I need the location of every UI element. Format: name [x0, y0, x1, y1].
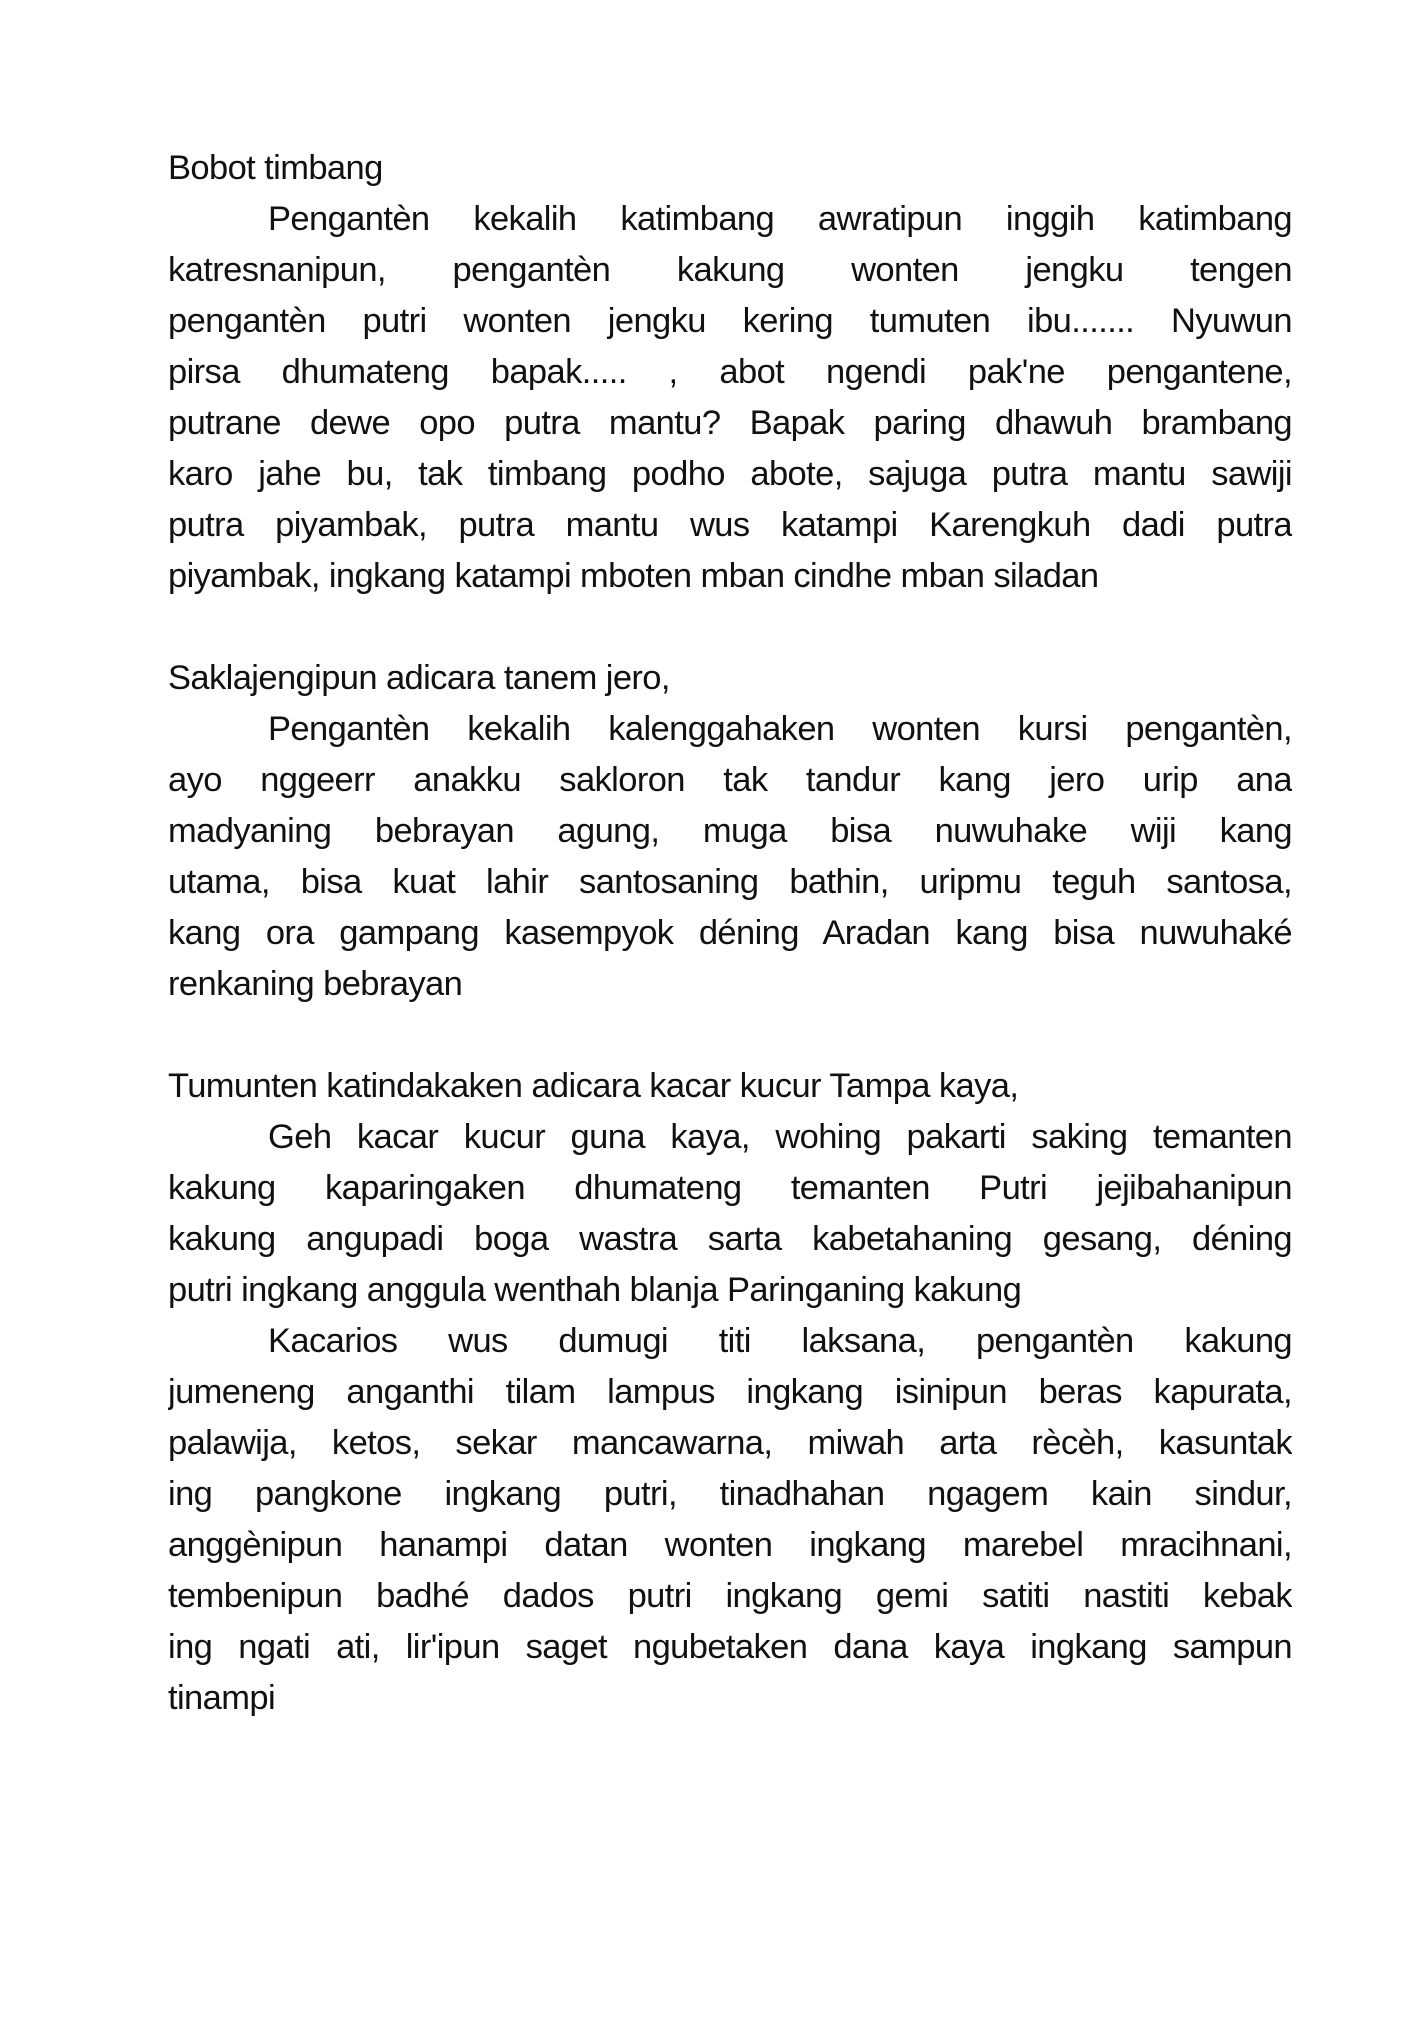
text-line: Geh kacar kucur guna kaya, wohing pakarti saking temanten	[268, 1118, 1292, 1156]
text-line: pengantèn putri wonten jengku kering tumuten ibu....... Nyuwun	[168, 302, 1292, 340]
text-line: kakung angupadi boga wastra sarta kabetahaning gesang, déning	[168, 1220, 1292, 1258]
text-line: jumeneng anganthi tilam lampus ingkang isinipun beras kapurata,	[168, 1373, 1292, 1411]
section-heading: Bobot timbang	[168, 149, 383, 187]
paragraph-gap	[168, 1010, 1292, 1061]
section-heading: Tumunten katindakaken adicara kacar kucur Tampa kaya,	[168, 1067, 1019, 1105]
text-line: palawija, ketos, sekar mancawarna, miwah arta rècèh, kasuntak	[168, 1424, 1292, 1462]
section-heading: Saklajengipun adicara tanem jero,	[168, 659, 670, 697]
text-line: putra piyambak, putra mantu wus katampi Karengkuh dadi putra	[168, 506, 1292, 544]
paragraph-gap	[168, 602, 1292, 653]
text-line: utama, bisa kuat lahir santosaning bathin, uripmu teguh santosa,	[168, 863, 1292, 901]
text-line: ing pangkone ingkang putri, tinadhahan ngagem kain sindur,	[168, 1475, 1292, 1513]
text-line: katresnanipun, pengantèn kakung wonten jengku tengen	[168, 251, 1292, 289]
text-line: kakung kaparingaken dhumateng temanten Putri jejibahanipun	[168, 1169, 1292, 1207]
text-line: karo jahe bu, tak timbang podho abote, sajuga putra mantu sawiji	[168, 455, 1292, 493]
text-line: Pengantèn kekalih kalenggahaken wonten kursi pengantèn,	[268, 710, 1292, 748]
text-line: madyaning bebrayan agung, muga bisa nuwuhake wiji kang	[168, 812, 1292, 850]
text-line: renkaning bebrayan	[168, 965, 463, 1003]
text-line: ing ngati ati, lir'ipun saget ngubetaken dana kaya ingkang sampun	[168, 1628, 1292, 1666]
document-page	[168, 143, 1292, 1724]
text-line: piyambak, ingkang katampi mboten mban cindhe mban siladan	[168, 557, 1099, 595]
text-line: tinampi	[168, 1679, 276, 1717]
text-line: tembenipun badhé dados putri ingkang gemi satiti nastiti kebak	[168, 1577, 1292, 1615]
text-line: putrane dewe opo putra mantu? Bapak paring dhawuh brambang	[168, 404, 1292, 442]
text-line: Pengantèn kekalih katimbang awratipun inggih katimbang	[268, 200, 1292, 238]
text-line: ayo nggeerr anakku sakloron tak tandur kang jero urip ana	[168, 761, 1292, 799]
text-line: pirsa dhumateng bapak..... , abot ngendi pak'ne pengantene,	[168, 353, 1292, 391]
text-line: anggènipun hanampi datan wonten ingkang marebel mracihnani,	[168, 1526, 1292, 1564]
text-line: putri ingkang anggula wenthah blanja Paringaning kakung	[168, 1271, 1022, 1309]
text-line: Kacarios wus dumugi titi laksana, pengantèn kakung	[268, 1322, 1292, 1360]
text-line: kang ora gampang kasempyok déning Aradan kang bisa nuwuhaké	[168, 914, 1292, 952]
